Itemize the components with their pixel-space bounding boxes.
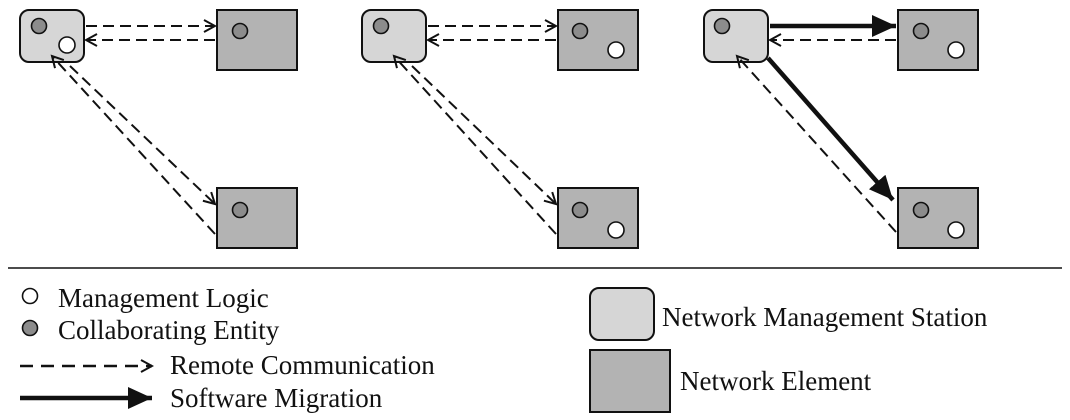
legend-software-migration: Software Migration xyxy=(170,383,383,413)
remote-communication-arrow xyxy=(52,56,215,234)
management-logic-icon xyxy=(948,222,964,238)
network-management-station xyxy=(704,10,768,62)
collaborating-entity-icon xyxy=(233,203,248,218)
collaborating-entity-icon xyxy=(233,24,248,39)
collaborating-entity-icon xyxy=(573,24,588,39)
remote-communication-arrow xyxy=(394,56,556,234)
network-management-station xyxy=(20,10,84,62)
legend-remote-communication: Remote Communication xyxy=(170,350,435,380)
legend-network-management-station: Network Management Station xyxy=(662,302,988,332)
collaborating-entity-icon xyxy=(32,19,47,34)
management-logic-icon xyxy=(608,42,624,58)
scenario-panel-2 xyxy=(362,10,638,248)
legend-network-element: Network Element xyxy=(680,366,872,396)
network-element-top xyxy=(558,10,638,70)
network-element-bottom xyxy=(217,188,297,248)
network-element-top xyxy=(898,10,978,70)
network-element-bottom xyxy=(558,188,638,248)
management-logic-icon xyxy=(59,37,75,53)
remote-communication-arrow xyxy=(412,66,556,204)
legend xyxy=(20,283,988,413)
network-element-bottom xyxy=(898,188,978,248)
remote-communication-arrow xyxy=(737,56,896,232)
collaborating-entity-icon xyxy=(715,19,730,34)
network-management-station-legend-icon xyxy=(590,288,654,340)
management-logic-icon xyxy=(948,42,964,58)
network-management-station xyxy=(362,10,426,62)
management-logic-icon xyxy=(23,289,38,304)
network-element-top xyxy=(217,10,297,70)
legend-management-logic: Management Logic xyxy=(58,283,269,313)
software-migration-arrow xyxy=(768,58,893,200)
scenario-panel-1 xyxy=(20,10,297,248)
remote-communication-arrow xyxy=(70,66,215,204)
network-element-legend-icon xyxy=(590,350,670,412)
collaborating-entity-icon xyxy=(23,321,38,336)
management-logic-icon xyxy=(608,222,624,238)
collaborating-entity-icon xyxy=(914,24,929,39)
scenario-panel-3 xyxy=(704,10,978,248)
collaborating-entity-icon xyxy=(374,19,389,34)
collaborating-entity-icon xyxy=(573,203,588,218)
collaborating-entity-icon xyxy=(914,203,929,218)
legend-collaborating-entity: Collaborating Entity xyxy=(58,315,280,345)
